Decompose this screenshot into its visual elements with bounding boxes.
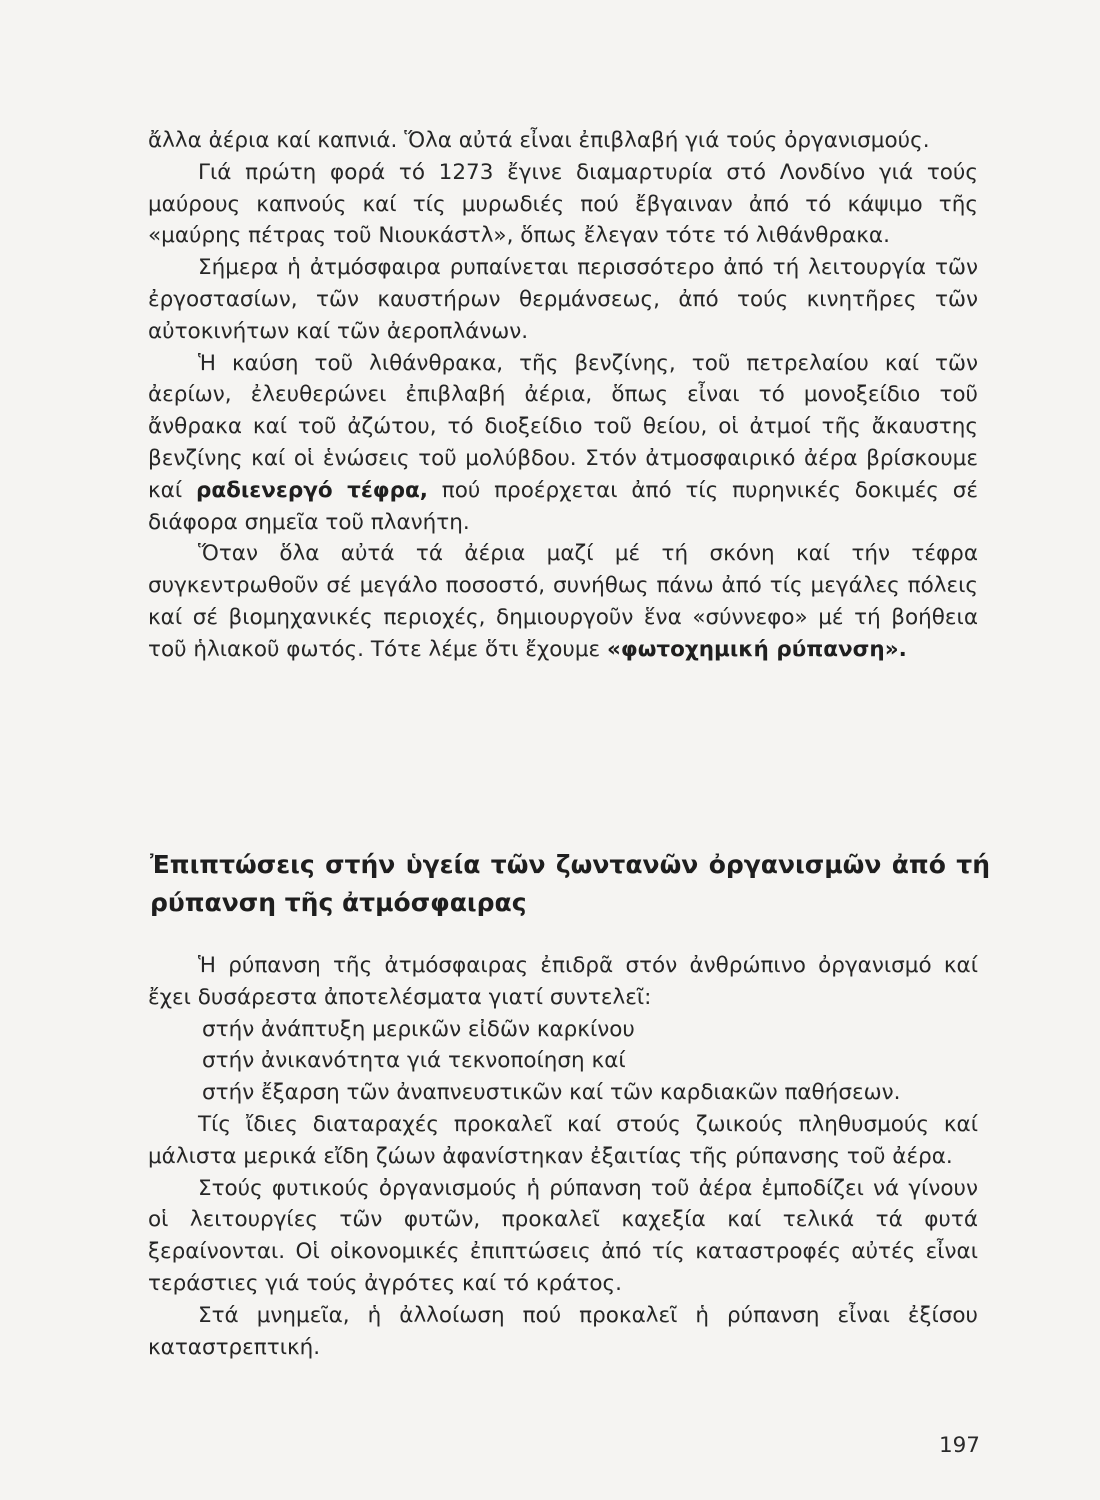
- paragraph-monument-effects: Στά μνημεῖα, ἡ ἀλλοίωση πού προκαλεῖ ἡ ρύπανση εἶναι ἐξίσου καταστρεπτική.: [148, 1302, 978, 1360]
- term-photochemical-pollution: «φωτοχημική ρύπανση».: [607, 636, 907, 662]
- term-radioactive-ash: ραδιενεργό τέφρα,: [195, 477, 428, 503]
- paragraph-plant-effects: Στούς φυτικούς ὀργανισμούς ἡ ρύπανση τοῦ ἀέρα ἐμποδίζει νά γίνουν οἱ λειτουργίες τῶν φυτῶν, προκαλεῖ καχεξία καί τελικά τά φυτά ξεραίνονται. Οἱ οἰκονομικές ἐπιπτώσεις ἀπό τίς καταστροφές αὐτές εἶναι τεράστιες γιά τούς ἀγρότες καί τό κράτος.: [148, 1175, 978, 1296]
- paragraph-combustion: [148, 348, 978, 539]
- paragraph-human-effects: Ἡ ρύπανση τῆς ἀτμόσφαιρας ἐπιδρᾶ στόν ἀνθρώπινο ὀργανισμό καί ἔχει δυσάρεστα ἀποτελέσματα γιατί συντελεῖ:: [148, 953, 978, 1010]
- bottom-text-block: [148, 950, 978, 1363]
- combustion-text-start: Ἡ καύση τοῦ λιθάνθρακα, τῆς βενζίνης, τοῦ πετρελαίου καί τῶν ἀερίων, ἐλευθερώνει ἐπιβλαβή ἀέρια, ὅπως εἶναι τό μονοξείδιο τοῦ ἄνθρακα καί τοῦ ἀζώτου, τό διοξείδιο τοῦ θείου, οἱ ἀτμοί τῆς ἄκαυστης βενζίνης καί οἱ ἑνώσεις τοῦ μολύβδου. Στόν ἀτμοσφαιρικό ἀέρα βρίσκουμε καί: [148, 350, 978, 503]
- paragraph-smog: [148, 538, 978, 665]
- section-heading: Ἐπιπτώσεις στήν ὑγεία τῶν ζωντανῶν ὀργανισμῶν ἀπό τή ρύπανση τῆς ἀτμόσφαιρας: [150, 850, 990, 917]
- top-text-block: [148, 125, 978, 666]
- smog-text: Ὅταν ὅλα αὐτά τά ἀέρια μαζί μέ τή σκόνη καί τήν τέφρα συγκεντρωθοῦν σέ μεγάλο ποσοστό, συνήθως πάνω ἀπό τίς μεγάλες πόλεις καί σέ βιομηχανικές περιοχές, δημιουργοῦν ἕνα «σύννεφο» μέ τή βοήθεια τοῦ ἡλιακοῦ φωτός. Τότε λέμε ὅτι ἔχουμε: [148, 541, 978, 662]
- paragraph-animal-effects: Τίς ἴδιες διαταραχές προκαλεῖ καί στούς ζωικούς πληθυσμούς καί μάλιστα μερικά εἴδη ζώων ἀφανίστηκαν ἐξαιτίας τῆς ρύπανσης τοῦ ἀέρα.: [148, 1111, 978, 1169]
- effect-list-item: στήν ἔξαρση τῶν ἀναπνευστικῶν καί τῶν καρδιακῶν παθήσεων.: [202, 1080, 901, 1106]
- paragraph-london-1273: Γιά πρώτη φορά τό 1273 ἔγινε διαμαρτυρία στό Λονδίνο γιά τούς μαύρους καπνούς καί τίς μυρωδιές πού ἔβγαιναν ἀπό τό κάψιμο τῆς «μαύρης πέτρας τοῦ Νιουκάστλ», ὅπως ἔλεγαν τότε τό λιθάνθρακα.: [148, 159, 978, 249]
- effect-list-item: στήν ἀνάπτυξη μερικῶν εἰδῶν καρκίνου: [202, 1016, 635, 1042]
- paragraph-gases-intro: ἄλλα ἀέρια καί καπνιά. Ὅλα αὐτά εἶναι ἐπιβλαβή γιά τούς ὀργανισμούς.: [148, 128, 930, 153]
- effect-list-item: στήν ἀνικανότητα γιά τεκνοποίηση καί: [202, 1048, 626, 1074]
- page-number: 197: [938, 1433, 980, 1458]
- paragraph-pollution-sources: Σήμερα ἡ ἀτμόσφαιρα ρυπαίνεται περισσότερο ἀπό τή λειτουργία τῶν ἐργοστασίων, τῶν καυστήρων θερμάνσεως, ἀπό τούς κινητῆρες τῶν αὐτοκινήτων καί τῶν ἀεροπλάνων.: [148, 255, 978, 344]
- combustion-text-end: πού προέρχεται ἀπό τίς πυρηνικές δοκιμές σέ διάφορα σημεῖα τοῦ πλανήτη.: [148, 477, 978, 535]
